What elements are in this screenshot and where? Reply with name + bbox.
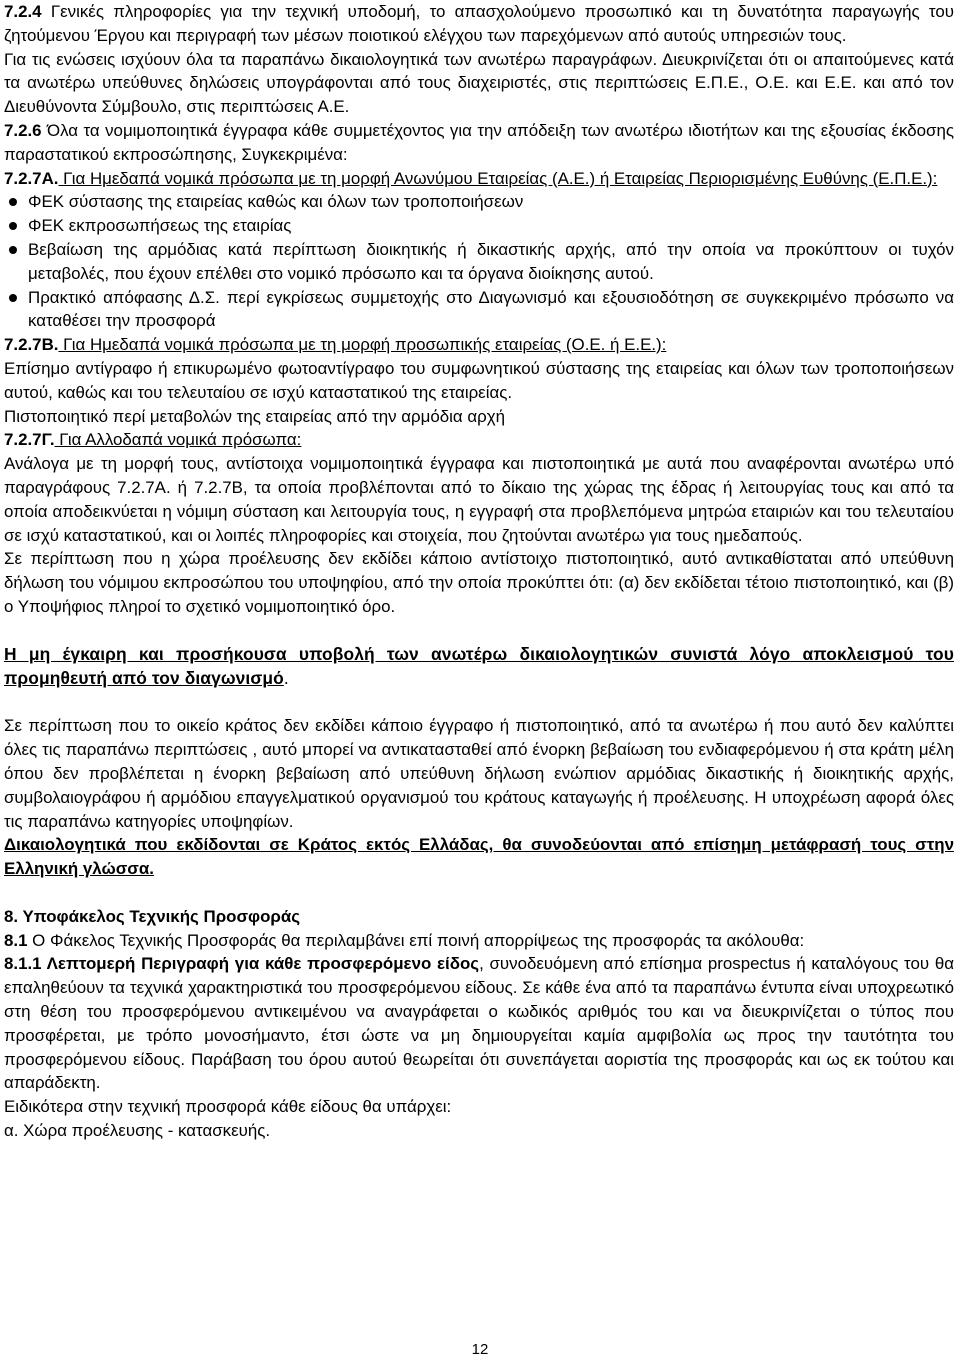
section-number: 7.2.7Α. xyxy=(4,168,59,188)
paragraph-sworn-statement: Σε περίπτωση που το οικείο κράτος δεν εκδίδει κάποιο έγγραφο ή πιστοποιητικό, από τα ανωτέρω ή που αυτό δεν καλύπτει όλες τις παραπάνω περιπτώσεις , αυτό μπορεί να αντικατασταθεί από ένορκη βεβαίωση του ενδιαφερόμενου ή στα κράτη μέλη όπου δεν προβλέπεται η ένορκη βεβαίωση από υπεύθυνη δήλωση ενώπιον αρμόδιας δικαστικής ή διοικητικής αρχής, συμβολαιογράφου ή αρμόδιου επαγγελματικού οργανισμού του κράτους καταγωγής ή προέλευσης. Η υποχρέωση αφορά όλες τις παραπάνω κατηγορίες υποψηφίων. xyxy=(4,716,954,831)
spacer xyxy=(4,881,954,905)
page-number: 12 xyxy=(471,1341,489,1358)
paragraph-consortia: Για τις ενώσεις ισχύουν όλα τα παραπάνω δικαιολογητικά των ανωτέρω παραγράφων. Διευκρινίζεται ότι οι απαιτούμενες κατά τα ανωτέρω υπεύθυνες δηλώσεις υπογράφονται από τους διαχειριστές, στις περιπτώσεις Ε.Π.Ε., Ο.Ε. και Ε.Ε. και από τον Διευθύνοντα Σύμβουλο, στις περιπτώσεις Α.Ε. xyxy=(4,49,954,117)
heading-7-2-7b xyxy=(4,333,954,357)
paragraph-8-1-1 xyxy=(4,952,954,1095)
paragraph-official-copy: Επίσημο αντίγραφο ή επικυρωμένο φωτοαντίγραφο του συμφωνητικού σύστασης της εταιρείας και όλων των τροποποιήσεων αυτού, καθώς και του τελευταίου σε ισχύ καταστατικού της εταιρείας. xyxy=(4,358,954,402)
section-number: 7.2.4 xyxy=(4,2,42,21)
paragraph-specifically: Ειδικότερα στην τεχνική προσφορά κάθε είδους θα υπάρχει: xyxy=(4,1097,452,1117)
section-number: 8.1 xyxy=(4,930,28,950)
section-number: 7.2.7Γ. xyxy=(4,430,55,450)
heading-text: Για Αλλοδαπά νομικά πρόσωπα: xyxy=(54,430,302,450)
paragraph-text: Γενικές πληροφορίες για την τεχνική υποδομή, το απασχολούμενο προσωπικό και τη δυνατότητα παραγωγής του ζητούμενου Έργου και περιγραφή των μέσων ποιοτικού ελέγχου των παρεχόμενων από αυτούς υπηρεσιών τους. xyxy=(4,2,954,45)
heading-text: Για Ημεδαπά νομικά πρόσωπα με τη μορφή προσωπικής εταιρείας (Ο.Ε. ή Ε.Ε.): xyxy=(58,335,667,355)
warning-period: . xyxy=(283,667,289,688)
warning-text: Η μη έγκαιρη και προσήκουσα υποβολή των ανωτέρω δικαιολογητικών συνιστά λόγο αποκλεισμού του προμηθευτή από τον διαγωνισμό xyxy=(4,643,954,688)
bullet-list xyxy=(4,190,954,333)
list-item: Βεβαίωση της αρμόδιας κατά περίπτωση διοικητικής ή δικαστικής αρχής, από την οποία να προκύπτουν οι τυχόν μεταβολές, που έχουν επέλθει στο νομικό πρόσωπο και τα όργανα διοίκησης αυτού. xyxy=(4,238,954,286)
section-number: 7.2.7Β. xyxy=(4,335,59,355)
list-item: Πρακτικό απόφασης Δ.Σ. περί εγκρίσεως συμμετοχής στο Διαγωνισμό και εξουσιοδότηση σε συγκεκριμένο πρόσωπο να καταθέσει την προσφορά xyxy=(4,286,954,334)
paragraph-foreign-docs: Ανάλογα με τη μορφή τους, αντίστοιχα νομιμοποιητικά έγγραφα και πιστοποιητικά με αυτά που αναφέρονται ανωτέρω υπό παραγράφους 7.2.7Α. ή 7.2.7Β, τα οποία προβλέπονται από το δίκαιο της χώρας της έδρας ή λειτουργίας τους και από τα οποία αποδεικνύεται η νόμιμη σύσταση και λειτουργία τους, η εγγραφή στα προβλεπόμενα μητρώα εταιριών και του τελευταίου σε ισχύ καταστατικού, και οι λοιπές πληροφορίες και στοιχεία, που ζητούνται ανωτέρω για τους ημεδαπούς. xyxy=(4,454,954,545)
spacer xyxy=(4,690,954,714)
paragraph-text: , συνοδευόμενη από επίσημα prospectus ή καταλόγους του θα επαληθεύουν τα τεχνικά χαρακτηριστικά του προσφερόμενου είδους. Σε κάθε ένα από τα παραπάνω έντυπα είναι υποχρεωτικό στη θέση του προσφερόμενου αντικειμένου να αναγράφεται ο κωδικός αριθμός του και να διευκρινίζεται ο τύπος που προσφέρεται, με τρόπο μονοσήμαντο, έτσι ώστε να μη δημιουργείται καμία αμφιβολία ως προς την ταυτότητα του προσφερόμενου είδους. Παράβαση του όρου αυτού θεωρείται ότι συνεπάγεται αοριστία της προσφοράς και ως εκ τούτου και απαράδεκτη. xyxy=(4,954,954,1093)
subsection-heading: 8.1.1 Λεπτομερή Περιγραφή για κάθε προσφερόμενο είδος xyxy=(4,954,480,974)
heading-7-2-7g xyxy=(4,428,954,452)
paragraph-text: Ο Φάκελος Τεχνικής Προσφοράς θα περιλαμβάνει επί ποινή απορρίψεως της προσφοράς τα ακόλουθα: xyxy=(27,930,805,950)
heading-text: Για Ημεδαπά νομικά πρόσωπα με τη μορφή Ανωνύμου Εταιρείας (Α.Ε.) ή Εταιρείας Περιορισμένης Ευθύνης (Ε.Π.Ε.): xyxy=(58,168,938,188)
paragraph-no-certificate: Σε περίπτωση που η χώρα προέλευσης δεν εκδίδει κάποιο αντίστοιχο πιστοποιητικό, αυτό αντικαθίσταται από υπεύθυνη δήλωση του νόμιμου εκπροσώπου του υποψηφίου, από την οποία προκύπτει ότι: (α) δεν εκδίδεται τέτοιο πιστοποιητικό, και (β) ο Υποψήφιος πληροί το σχετικό νομιμοποιητικό όρο. xyxy=(4,549,954,616)
section-8-heading: 8. Υποφάκελος Τεχνικής Προσφοράς xyxy=(4,906,301,926)
paragraph-text: Όλα τα νομιμοποιητικά έγγραφα κάθε συμμετέχοντος για την απόδειξη των ανωτέρω ιδιοτήτων και της εξουσίας έκδοσης παραστατικού εκπροσώπησης, Συγκεκριμένα: xyxy=(4,120,954,164)
heading-7-2-7a xyxy=(4,167,954,191)
exclusion-warning xyxy=(4,643,954,691)
paragraph-7-2-4 xyxy=(4,0,954,48)
paragraph-country-of-origin: α. Χώρα προέλευσης - κατασκευής. xyxy=(4,1121,271,1141)
paragraph-7-2-6 xyxy=(4,119,954,167)
spacer xyxy=(4,619,954,643)
paragraph-8-1 xyxy=(4,929,954,953)
list-item: ΦΕΚ σύστασης της εταιρείας καθώς και όλων των τροποποιήσεων xyxy=(4,190,954,214)
paragraph-certificate: Πιστοποιητικό περί μεταβολών της εταιρείας από την αρμόδια αρχή xyxy=(4,406,505,426)
translation-note: Δικαιολογητικά που εκδίδονται σε Κράτος εκτός Ελλάδας, θα συνοδεύονται από επίσημη μετάφρασή τους στην Ελληνική γλώσσα. xyxy=(4,835,954,879)
section-number: 7.2.6 xyxy=(4,120,42,140)
list-item: ΦΕΚ εκπροσωπήσεως της εταιρίας xyxy=(4,214,954,238)
